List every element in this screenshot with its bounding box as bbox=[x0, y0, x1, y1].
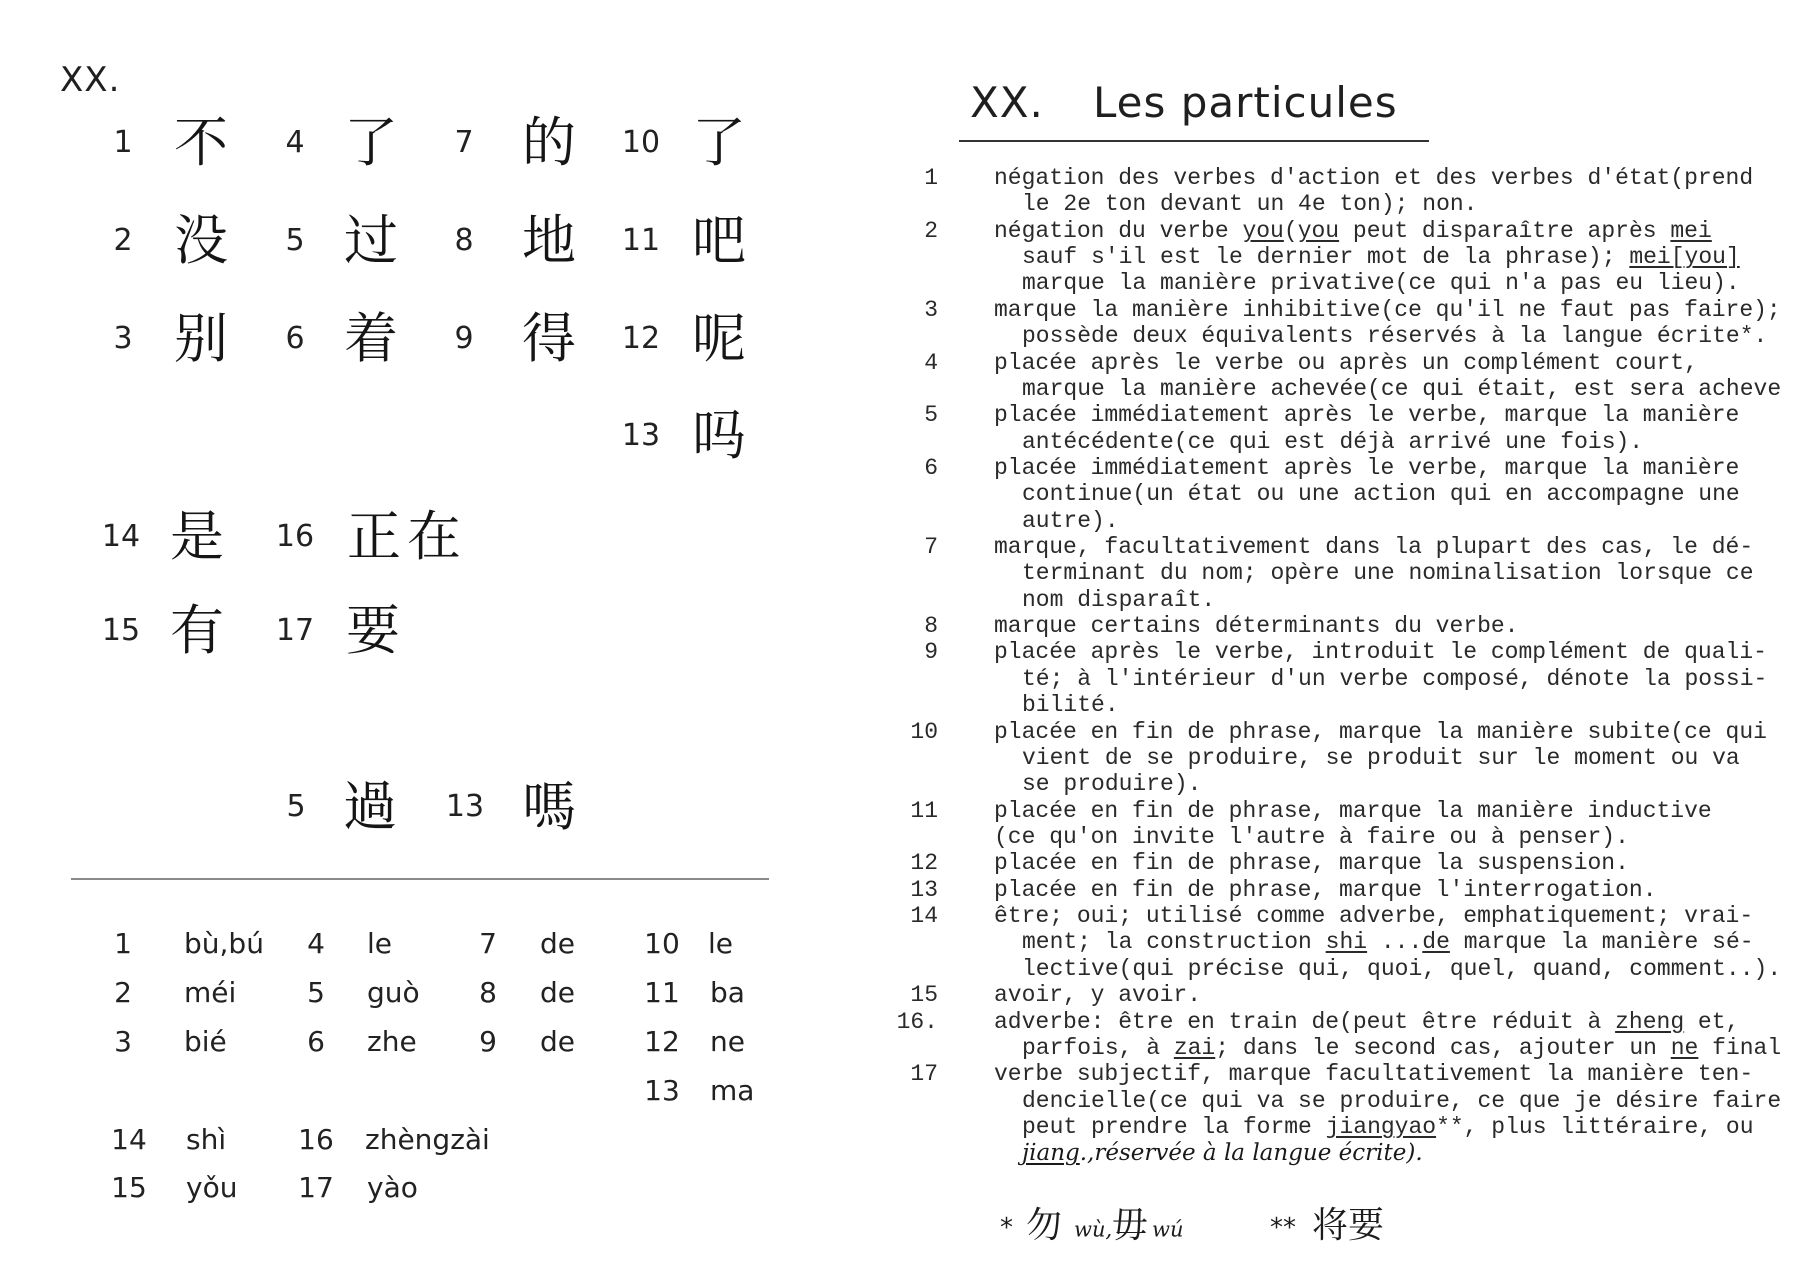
description-line: nom disparaît. bbox=[1022, 586, 1216, 613]
pinyin-number: 11 bbox=[644, 976, 680, 1009]
text-segment: ... bbox=[1367, 929, 1423, 956]
pinyin-number: 12 bbox=[644, 1025, 680, 1058]
underlined-term: zai bbox=[1173, 1034, 1216, 1061]
underlined-term: mei bbox=[1670, 217, 1712, 244]
description-line: (ce qu'on invite l'autre à faire ou à penser). bbox=[994, 823, 1629, 850]
pinyin-number: 16 bbox=[298, 1123, 334, 1156]
particle-item bbox=[895, 402, 1800, 455]
particle-description bbox=[994, 402, 1739, 455]
particle-item bbox=[895, 903, 1800, 982]
pinyin-text: ba bbox=[710, 976, 745, 1009]
particle-number: 12 bbox=[910, 850, 938, 877]
pinyin-number: 6 bbox=[307, 1025, 325, 1058]
text-segment: ; dans le second cas, ajouter un bbox=[1215, 1034, 1671, 1061]
particle-item bbox=[895, 297, 1800, 350]
particle-number: 2 bbox=[924, 217, 938, 244]
footnote-mark: ** bbox=[1270, 1213, 1296, 1243]
particle-number: 8 bbox=[924, 613, 938, 640]
particle-list bbox=[895, 165, 1800, 1175]
underlined-term: mei[you] bbox=[1629, 244, 1740, 271]
particle-number: 13 bbox=[910, 876, 938, 903]
particle-item bbox=[895, 1061, 1800, 1166]
particle-description bbox=[994, 218, 1740, 297]
section-heading: XX. bbox=[60, 60, 121, 100]
description-line bbox=[994, 1009, 1781, 1035]
character-number: 11 bbox=[621, 223, 661, 258]
description-line: placée après le verbe ou après un complément court, bbox=[994, 349, 1698, 376]
particle-description bbox=[994, 877, 1657, 903]
particle-item bbox=[895, 350, 1800, 403]
hanzi-character: 要 bbox=[346, 599, 400, 662]
hanzi-character: 是 bbox=[170, 505, 224, 568]
pinyin-text: de bbox=[540, 976, 575, 1009]
particle-description bbox=[994, 1061, 1781, 1166]
description-line: être; oui; utilisé comme adverbe, emphatiquement; vrai- bbox=[994, 903, 1754, 930]
character-number: 13 bbox=[621, 418, 661, 453]
description-line: placée en fin de phrase, marque la suspension. bbox=[994, 850, 1629, 877]
particle-number: 5 bbox=[924, 402, 938, 429]
pinyin-number: 8 bbox=[479, 976, 497, 1009]
description-line bbox=[994, 929, 1781, 955]
description-line: placée en fin de phrase, marque la manière subite(ce qui bbox=[994, 718, 1767, 745]
pinyin-text: yào bbox=[367, 1171, 418, 1204]
description-line: se produire). bbox=[1022, 771, 1202, 798]
description-line: avoir, y avoir. bbox=[994, 982, 1202, 1009]
pinyin-number: 4 bbox=[307, 927, 325, 960]
pinyin-number: 1 bbox=[114, 927, 132, 960]
footnote-pinyin: wú bbox=[1152, 1217, 1184, 1242]
hanzi-character: 没 bbox=[174, 209, 228, 272]
footnote-character: 将要 bbox=[1312, 1205, 1385, 1246]
description-line: placée immédiatement après le verbe, marque la manière bbox=[994, 454, 1740, 481]
character-number: 16 bbox=[275, 519, 315, 554]
hanzi-character: 有 bbox=[170, 599, 224, 662]
text-segment: parfois, à bbox=[1022, 1034, 1174, 1061]
text-segment: sauf s'il est le dernier mot de la phrase); bbox=[1022, 244, 1630, 271]
description-line: placée en fin de phrase, marque la manière inductive bbox=[994, 797, 1712, 824]
underlined-term: you bbox=[1297, 217, 1340, 244]
text-segment: final bbox=[1698, 1034, 1782, 1061]
particle-number: 14 bbox=[910, 903, 938, 930]
particle-item bbox=[895, 877, 1800, 903]
particle-description bbox=[994, 534, 1754, 613]
pinyin-text: zhe bbox=[367, 1025, 417, 1058]
description-line: marque, facultativement dans la plupart des cas, le dé- bbox=[994, 534, 1754, 561]
particle-description bbox=[994, 719, 1767, 798]
pinyin-number: 10 bbox=[644, 927, 680, 960]
text-segment: ment; la construction bbox=[1022, 929, 1326, 956]
underlined-term: you bbox=[1242, 217, 1284, 244]
underlined-term: jiangyao bbox=[1325, 1113, 1437, 1140]
traditional-character: 過 bbox=[343, 775, 397, 838]
particle-number: 16. bbox=[896, 1008, 938, 1035]
particle-number: 6 bbox=[924, 454, 938, 481]
particle-description bbox=[994, 455, 1740, 534]
character-number: 5 bbox=[285, 223, 305, 258]
character-number: 12 bbox=[621, 321, 661, 356]
hanzi-character: 了 bbox=[692, 111, 746, 174]
particle-description bbox=[994, 297, 1781, 350]
underlined-term: shi bbox=[1325, 929, 1368, 956]
description-line: négation des verbes d'action et des verbes d'état(prend bbox=[994, 165, 1754, 191]
particle-number: 11 bbox=[910, 797, 938, 824]
character-number: 6 bbox=[285, 321, 305, 356]
particle-description bbox=[994, 850, 1629, 876]
particle-item bbox=[895, 218, 1800, 297]
pinyin-number: 14 bbox=[111, 1123, 147, 1156]
footnote-mark: * bbox=[1000, 1213, 1013, 1243]
particle-number: 7 bbox=[924, 534, 938, 561]
character-number: 7 bbox=[454, 125, 474, 160]
description-line: lective(qui précise qui, quoi, quel, quand, comment..). bbox=[1022, 955, 1782, 982]
character-number: 17 bbox=[275, 613, 315, 648]
pinyin-number: 17 bbox=[298, 1171, 334, 1204]
pinyin-number: 13 bbox=[644, 1074, 680, 1107]
text-segment: marque la manière sé- bbox=[1449, 929, 1754, 956]
pinyin-text: méi bbox=[184, 976, 237, 1009]
particle-number: 10 bbox=[910, 718, 938, 745]
text-segment: négation du verbe bbox=[994, 217, 1243, 244]
text-segment: et, bbox=[1684, 1008, 1740, 1035]
description-line bbox=[994, 1035, 1781, 1061]
character-number: 8 bbox=[454, 223, 474, 258]
description-line bbox=[994, 218, 1740, 244]
pinyin-text: bù,bú bbox=[184, 927, 264, 960]
description-line: marque la manière privative(ce qui n'a pas eu lieu). bbox=[1022, 270, 1740, 297]
page-title: Les particules bbox=[1093, 78, 1398, 127]
particle-item bbox=[895, 165, 1800, 218]
particle-description bbox=[994, 165, 1753, 218]
pinyin-text: ne bbox=[710, 1025, 745, 1058]
particle-number: 15 bbox=[910, 982, 938, 1009]
text-segment: ( bbox=[1283, 217, 1298, 244]
description-line: marque la manière achevée(ce qui était, est sera acheve bbox=[1022, 375, 1782, 402]
description-line: placée en fin de phrase, marque l'interrogation. bbox=[994, 876, 1657, 903]
particle-number: 17 bbox=[910, 1061, 938, 1088]
hanzi-character: 不 bbox=[174, 111, 228, 174]
pinyin-text: le bbox=[708, 927, 734, 960]
particle-item bbox=[895, 719, 1800, 798]
pinyin-text: yǒu bbox=[186, 1171, 238, 1204]
particle-number: 3 bbox=[924, 296, 938, 323]
description-line: terminant du nom; opère une nominalisation lorsque ce bbox=[1022, 560, 1754, 587]
description-line: té; à l'intérieur d'un verbe composé, dénote la possi- bbox=[1022, 665, 1768, 692]
pinyin-text: bié bbox=[184, 1025, 227, 1058]
particle-item bbox=[895, 798, 1800, 851]
character-number: 9 bbox=[454, 321, 474, 356]
character-number: 10 bbox=[621, 125, 661, 160]
particle-item bbox=[895, 1009, 1800, 1062]
character-number: 3 bbox=[113, 321, 133, 356]
divider-line bbox=[71, 878, 769, 880]
hanzi-character: 得 bbox=[522, 307, 576, 370]
pinyin-number: 9 bbox=[479, 1025, 497, 1058]
hanzi-character: 的 bbox=[522, 111, 576, 174]
particle-description bbox=[994, 903, 1781, 982]
description-line: placée immédiatement après le verbe, marque la manière bbox=[994, 402, 1740, 429]
description-line: marque certains déterminants du verbe. bbox=[994, 613, 1519, 640]
particle-item bbox=[895, 613, 1800, 639]
footnote-character: 勿 bbox=[1026, 1205, 1063, 1246]
footnote-pinyin: wù, bbox=[1074, 1217, 1113, 1242]
hanzi-character: 过 bbox=[344, 209, 398, 272]
underlined-term: jiang bbox=[1022, 1140, 1080, 1167]
underlined-term: ne bbox=[1670, 1034, 1699, 1061]
hanzi-character: 呢 bbox=[692, 307, 746, 370]
particle-description bbox=[994, 350, 1781, 403]
pinyin-text: ma bbox=[710, 1074, 755, 1107]
underlined-term: de bbox=[1422, 929, 1450, 956]
text-segment: **, plus littéraire, ou bbox=[1436, 1113, 1754, 1140]
character-number: 2 bbox=[113, 223, 133, 258]
particle-description bbox=[994, 798, 1712, 851]
particle-number: 1 bbox=[924, 165, 938, 191]
traditional-number: 5 bbox=[286, 789, 306, 824]
particle-item bbox=[895, 534, 1800, 613]
character-number: 15 bbox=[101, 613, 141, 648]
particle-item bbox=[895, 850, 1800, 876]
pinyin-number: 5 bbox=[307, 976, 325, 1009]
description-line: le 2e ton devant un 4e ton); non. bbox=[1022, 191, 1478, 218]
description-line: placée après le verbe, introduit le complément de quali- bbox=[994, 639, 1767, 666]
description-line bbox=[994, 244, 1740, 270]
title-number: XX. bbox=[970, 78, 1044, 127]
footnote-character: 毋 bbox=[1112, 1205, 1149, 1246]
hanzi-character: 正在 bbox=[347, 505, 467, 568]
hanzi-character: 着 bbox=[344, 307, 398, 370]
pinyin-number: 3 bbox=[114, 1025, 132, 1058]
title-underline bbox=[959, 140, 1429, 142]
text-segment: peut prendre la forme bbox=[1022, 1113, 1326, 1140]
particle-description bbox=[994, 613, 1519, 639]
description-line: dencielle(ce qui va se produire, ce que je désire faire bbox=[1022, 1087, 1782, 1114]
text-segment: peut disparaître après bbox=[1339, 217, 1671, 244]
description-line: bilité. bbox=[1022, 692, 1119, 719]
pinyin-number: 7 bbox=[479, 927, 497, 960]
pinyin-text: de bbox=[540, 1025, 575, 1058]
character-number: 1 bbox=[113, 125, 133, 160]
pinyin-number: 15 bbox=[111, 1171, 147, 1204]
particle-item bbox=[895, 982, 1800, 1008]
hanzi-character: 别 bbox=[174, 307, 228, 370]
pinyin-text: le bbox=[367, 927, 393, 960]
description-line: antécédente(ce qui est déjà arrivé une fois). bbox=[1022, 428, 1644, 455]
hanzi-character: 吗 bbox=[692, 404, 746, 467]
traditional-number: 13 bbox=[445, 789, 485, 824]
particle-number: 4 bbox=[924, 349, 938, 376]
hanzi-character: 吧 bbox=[692, 209, 746, 272]
traditional-character: 嗎 bbox=[522, 775, 576, 838]
particle-description bbox=[994, 982, 1201, 1008]
handwritten-line bbox=[994, 1140, 1781, 1166]
particle-description bbox=[994, 1009, 1781, 1062]
particle-item bbox=[895, 639, 1800, 718]
description-line: marque la manière inhibitive(ce qu'il ne faut pas faire); bbox=[994, 296, 1781, 323]
pinyin-text: zhèngzài bbox=[365, 1123, 490, 1156]
text-segment: .,réservée à la langue écrite). bbox=[1079, 1140, 1423, 1167]
description-line: verbe subjectif, marque facultativement la manière ten- bbox=[994, 1061, 1754, 1088]
pinyin-text: guò bbox=[367, 976, 420, 1009]
particle-item bbox=[895, 455, 1800, 534]
character-number: 14 bbox=[101, 519, 141, 554]
description-line: continue(un état ou une action qui en accompagne une bbox=[1022, 481, 1740, 508]
hanzi-character: 了 bbox=[344, 111, 398, 174]
text-segment: adverbe: être en train de(peut être réduit à bbox=[994, 1008, 1616, 1035]
hanzi-character: 地 bbox=[522, 209, 576, 272]
description-line: autre). bbox=[1022, 507, 1119, 534]
description-line: possède deux équivalents réservés à la langue écrite*. bbox=[1022, 323, 1768, 350]
particle-description bbox=[994, 639, 1767, 718]
pinyin-text: de bbox=[540, 927, 575, 960]
description-line: vient de se produire, se produit sur le moment ou va bbox=[1022, 744, 1740, 771]
underlined-term: zheng bbox=[1615, 1008, 1685, 1035]
particle-number: 9 bbox=[924, 639, 938, 666]
pinyin-text: shì bbox=[186, 1123, 227, 1156]
description-line bbox=[994, 1114, 1781, 1140]
pinyin-number: 2 bbox=[114, 976, 132, 1009]
character-number: 4 bbox=[285, 125, 305, 160]
